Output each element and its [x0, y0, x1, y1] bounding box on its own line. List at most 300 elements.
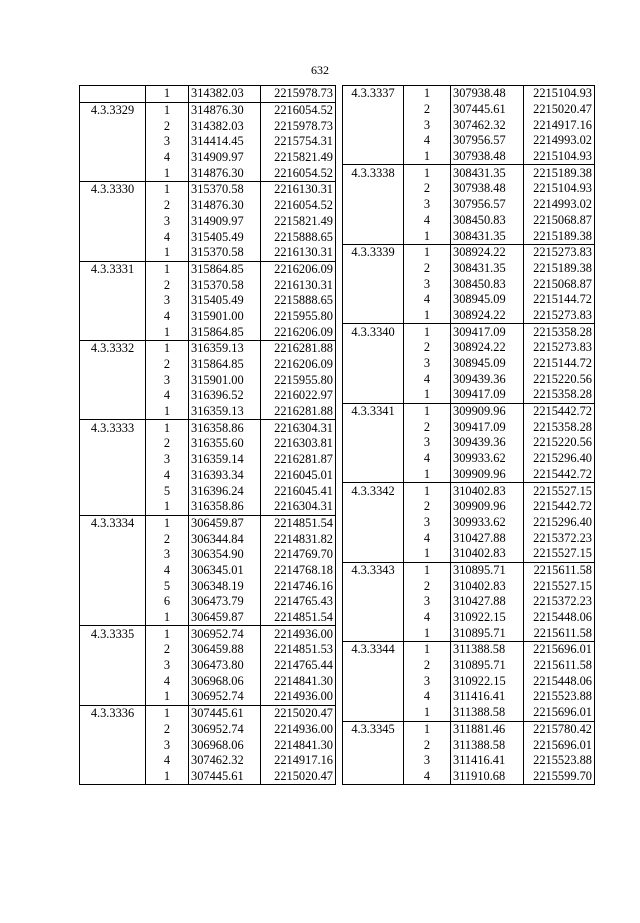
point-number-cell: 2: [404, 340, 451, 356]
point-number-cell: 3: [146, 214, 189, 230]
table-row: [80, 658, 336, 674]
table-row: [80, 436, 336, 452]
table-row: [343, 530, 595, 546]
table-row: [80, 499, 336, 515]
point-number-cell: 1: [146, 705, 189, 721]
parcel-id-cell: [80, 277, 146, 293]
point-number-cell: 1: [146, 182, 189, 198]
x-coordinate-cell: 309909.96: [451, 499, 524, 515]
x-coordinate-cell: 311416.41: [451, 753, 524, 769]
y-coordinate-cell: 2215189.38: [524, 228, 595, 244]
parcel-id-cell: [80, 610, 146, 626]
point-number-cell: 5: [146, 578, 189, 594]
point-number-cell: 1: [146, 404, 189, 420]
point-number-cell: 4: [146, 309, 189, 325]
x-coordinate-cell: 310427.88: [451, 530, 524, 546]
x-coordinate-cell: 306968.06: [189, 737, 261, 753]
point-number-cell: 4: [404, 371, 451, 387]
parcel-id-cell: [343, 737, 404, 753]
x-coordinate-cell: 306473.79: [189, 594, 261, 610]
y-coordinate-cell: 2214936.00: [261, 626, 336, 642]
table-row: [343, 689, 595, 705]
point-number-cell: 2: [404, 102, 451, 118]
parcel-id-cell: [80, 198, 146, 214]
table-row: [80, 483, 336, 499]
parcel-id-cell: 4.3.3329: [80, 102, 146, 118]
parcel-id-cell: [80, 452, 146, 468]
x-coordinate-cell: 314414.45: [189, 134, 261, 150]
table-row: [343, 435, 595, 451]
point-number-cell: 1: [404, 562, 451, 578]
parcel-id-cell: [343, 292, 404, 308]
x-coordinate-cell: 311388.58: [451, 642, 524, 658]
table-row: [343, 387, 595, 403]
parcel-id-cell: 4.3.3344: [343, 642, 404, 658]
parcel-id-cell: 4.3.3333: [80, 420, 146, 436]
y-coordinate-cell: 2216281.88: [261, 341, 336, 357]
table-row: [343, 165, 595, 181]
x-coordinate-cell: 311881.46: [451, 721, 524, 737]
y-coordinate-cell: 2216022.97: [261, 388, 336, 404]
x-coordinate-cell: 308431.35: [451, 261, 524, 277]
point-number-cell: 1: [146, 610, 189, 626]
point-number-cell: 3: [146, 134, 189, 150]
table-row: [80, 642, 336, 658]
point-number-cell: 3: [404, 197, 451, 213]
parcel-id-cell: [343, 435, 404, 451]
point-number-cell: 2: [146, 198, 189, 214]
x-coordinate-cell: 314382.03: [189, 118, 261, 134]
y-coordinate-cell: 2215104.93: [524, 86, 595, 102]
y-coordinate-cell: 2215104.93: [524, 149, 595, 165]
table-row: [343, 292, 595, 308]
point-number-cell: 4: [146, 388, 189, 404]
y-coordinate-cell: 2214851.53: [261, 642, 336, 658]
table-row: [343, 197, 595, 213]
y-coordinate-cell: 2216206.09: [261, 324, 336, 340]
table-row: [343, 324, 595, 340]
y-coordinate-cell: 2215372.23: [524, 594, 595, 610]
point-number-cell: 1: [146, 689, 189, 705]
parcel-id-cell: [343, 197, 404, 213]
point-number-cell: 3: [146, 293, 189, 309]
x-coordinate-cell: 306345.01: [189, 563, 261, 579]
parcel-id-cell: [80, 737, 146, 753]
x-coordinate-cell: 310895.71: [451, 658, 524, 674]
x-coordinate-cell: 307938.48: [451, 181, 524, 197]
x-coordinate-cell: 309417.09: [451, 324, 524, 340]
parcel-id-cell: [343, 689, 404, 705]
point-number-cell: 2: [146, 642, 189, 658]
x-coordinate-cell: 308945.09: [451, 356, 524, 372]
parcel-id-cell: [80, 309, 146, 325]
point-number-cell: 4: [404, 689, 451, 705]
y-coordinate-cell: 2215296.40: [524, 515, 595, 531]
x-coordinate-cell: 316355.60: [189, 436, 261, 452]
point-number-cell: 3: [404, 515, 451, 531]
table-row: [343, 244, 595, 260]
y-coordinate-cell: 2215273.83: [524, 244, 595, 260]
table-row: [80, 214, 336, 230]
table-row: [343, 753, 595, 769]
parcel-id-cell: [80, 245, 146, 261]
parcel-id-cell: [80, 357, 146, 373]
parcel-id-cell: [80, 722, 146, 738]
x-coordinate-cell: 307956.57: [451, 133, 524, 149]
x-coordinate-cell: 311388.58: [451, 737, 524, 753]
y-coordinate-cell: 2215273.83: [524, 340, 595, 356]
y-coordinate-cell: 2215888.65: [261, 229, 336, 245]
parcel-id-cell: 4.3.3343: [343, 562, 404, 578]
point-number-cell: 4: [404, 610, 451, 626]
x-coordinate-cell: 306348.19: [189, 578, 261, 594]
table-row: [80, 722, 336, 738]
x-coordinate-cell: 316359.14: [189, 452, 261, 468]
point-number-cell: 4: [404, 769, 451, 785]
point-number-cell: 1: [146, 245, 189, 261]
point-number-cell: 3: [404, 753, 451, 769]
parcel-id-cell: 4.3.3338: [343, 165, 404, 181]
x-coordinate-cell: 315901.00: [189, 309, 261, 325]
table-row: [80, 245, 336, 261]
coordinate-table-right: [342, 85, 595, 785]
x-coordinate-cell: 307445.61: [451, 102, 524, 118]
point-number-cell: 2: [404, 261, 451, 277]
y-coordinate-cell: 2214851.54: [261, 515, 336, 531]
point-number-cell: 2: [404, 737, 451, 753]
point-number-cell: 2: [146, 436, 189, 452]
x-coordinate-cell: 311416.41: [451, 689, 524, 705]
x-coordinate-cell: 315864.85: [189, 261, 261, 277]
x-coordinate-cell: 315405.49: [189, 229, 261, 245]
y-coordinate-cell: 2215020.47: [261, 705, 336, 721]
x-coordinate-cell: 308450.83: [451, 213, 524, 229]
table-row: [80, 198, 336, 214]
y-coordinate-cell: 2215189.38: [524, 261, 595, 277]
point-number-cell: 1: [404, 165, 451, 181]
point-number-cell: 1: [404, 86, 451, 102]
parcel-id-cell: 4.3.3340: [343, 324, 404, 340]
table-row: [343, 499, 595, 515]
y-coordinate-cell: 2216054.52: [261, 198, 336, 214]
x-coordinate-cell: 309417.09: [451, 387, 524, 403]
y-coordinate-cell: 2215527.15: [524, 578, 595, 594]
point-number-cell: 5: [146, 483, 189, 499]
point-number-cell: 1: [146, 165, 189, 181]
point-number-cell: 3: [404, 356, 451, 372]
parcel-id-cell: [343, 610, 404, 626]
point-number-cell: 1: [404, 642, 451, 658]
table-row: [343, 642, 595, 658]
table-row: [80, 594, 336, 610]
x-coordinate-cell: 306459.87: [189, 610, 261, 626]
table-row: [80, 705, 336, 721]
parcel-id-cell: [80, 468, 146, 484]
x-coordinate-cell: 306952.74: [189, 689, 261, 705]
table-row: [343, 467, 595, 483]
parcel-id-cell: [80, 165, 146, 181]
x-coordinate-cell: 315901.00: [189, 372, 261, 388]
table-row: [343, 769, 595, 785]
y-coordinate-cell: 2215358.28: [524, 419, 595, 435]
table-row: [80, 737, 336, 753]
table-row: [80, 404, 336, 420]
y-coordinate-cell: 2216054.52: [261, 102, 336, 118]
point-number-cell: 4: [404, 451, 451, 467]
table-row: [343, 276, 595, 292]
x-coordinate-cell: 307462.32: [189, 753, 261, 769]
x-coordinate-cell: 314909.97: [189, 150, 261, 166]
table-row: [80, 261, 336, 277]
y-coordinate-cell: 2215821.49: [261, 214, 336, 230]
parcel-id-cell: [80, 689, 146, 705]
y-coordinate-cell: 2215978.73: [261, 118, 336, 134]
x-coordinate-cell: 310402.83: [451, 578, 524, 594]
y-coordinate-cell: 2215611.58: [524, 562, 595, 578]
parcel-id-cell: [343, 340, 404, 356]
point-number-cell: 2: [404, 419, 451, 435]
table-row: [80, 689, 336, 705]
point-number-cell: 1: [404, 403, 451, 419]
point-number-cell: 1: [146, 341, 189, 357]
parcel-id-cell: [343, 356, 404, 372]
y-coordinate-cell: 2215273.83: [524, 308, 595, 324]
y-coordinate-cell: 2214993.02: [524, 197, 595, 213]
x-coordinate-cell: 308450.83: [451, 276, 524, 292]
y-coordinate-cell: 2214936.00: [261, 689, 336, 705]
y-coordinate-cell: 2215696.01: [524, 705, 595, 721]
y-coordinate-cell: 2215611.58: [524, 625, 595, 641]
y-coordinate-cell: 2214841.30: [261, 737, 336, 753]
table-row: [343, 181, 595, 197]
parcel-id-cell: 4.3.3341: [343, 403, 404, 419]
parcel-id-cell: [343, 578, 404, 594]
table-row: [80, 515, 336, 531]
parcel-id-cell: [80, 324, 146, 340]
point-number-cell: 4: [146, 563, 189, 579]
x-coordinate-cell: 308431.35: [451, 165, 524, 181]
table-row: [343, 673, 595, 689]
parcel-id-cell: [343, 102, 404, 118]
parcel-id-cell: [343, 181, 404, 197]
parcel-id-cell: [80, 578, 146, 594]
y-coordinate-cell: 2216281.88: [261, 404, 336, 420]
x-coordinate-cell: 309439.36: [451, 435, 524, 451]
table-row: [80, 769, 336, 785]
parcel-id-cell: [343, 451, 404, 467]
x-coordinate-cell: 311388.58: [451, 705, 524, 721]
x-coordinate-cell: 309909.96: [451, 467, 524, 483]
table-row: [80, 229, 336, 245]
table-row: [343, 515, 595, 531]
parcel-id-cell: [343, 276, 404, 292]
parcel-id-cell: [80, 547, 146, 563]
point-number-cell: 1: [146, 420, 189, 436]
table-row: [343, 213, 595, 229]
table-row: [343, 451, 595, 467]
x-coordinate-cell: 315370.58: [189, 182, 261, 198]
point-number-cell: 3: [146, 737, 189, 753]
parcel-id-cell: [343, 658, 404, 674]
point-number-cell: 3: [404, 276, 451, 292]
point-number-cell: 4: [404, 213, 451, 229]
parcel-id-cell: [343, 673, 404, 689]
table-row: [343, 721, 595, 737]
x-coordinate-cell: 310402.83: [451, 546, 524, 562]
y-coordinate-cell: 2215220.56: [524, 435, 595, 451]
parcel-id-cell: [343, 515, 404, 531]
parcel-id-cell: [80, 134, 146, 150]
y-coordinate-cell: 2215821.49: [261, 150, 336, 166]
parcel-id-cell: [343, 228, 404, 244]
parcel-id-cell: [80, 531, 146, 547]
y-coordinate-cell: 2215955.80: [261, 372, 336, 388]
x-coordinate-cell: 307938.48: [451, 149, 524, 165]
table-row: [343, 483, 595, 499]
y-coordinate-cell: 2215442.72: [524, 467, 595, 483]
y-coordinate-cell: 2215696.01: [524, 642, 595, 658]
point-number-cell: 3: [146, 658, 189, 674]
parcel-id-cell: [80, 483, 146, 499]
x-coordinate-cell: 316396.24: [189, 483, 261, 499]
table-row: [343, 133, 595, 149]
y-coordinate-cell: 2215358.28: [524, 324, 595, 340]
y-coordinate-cell: 2216045.41: [261, 483, 336, 499]
point-number-cell: 4: [404, 133, 451, 149]
x-coordinate-cell: 308431.35: [451, 228, 524, 244]
y-coordinate-cell: 2215068.87: [524, 213, 595, 229]
y-coordinate-cell: 2215358.28: [524, 387, 595, 403]
y-coordinate-cell: 2215189.38: [524, 165, 595, 181]
parcel-id-cell: [343, 149, 404, 165]
y-coordinate-cell: 2215020.47: [261, 769, 336, 785]
x-coordinate-cell: 309439.36: [451, 371, 524, 387]
table-row: [80, 309, 336, 325]
parcel-id-cell: [80, 594, 146, 610]
parcel-id-cell: [343, 705, 404, 721]
table-row: [343, 419, 595, 435]
table-row: [80, 324, 336, 340]
point-number-cell: 3: [146, 452, 189, 468]
coordinate-table-left: [79, 85, 336, 785]
point-number-cell: 1: [146, 102, 189, 118]
point-number-cell: 2: [404, 181, 451, 197]
y-coordinate-cell: 2215527.15: [524, 483, 595, 499]
table-row: [80, 563, 336, 579]
parcel-id-cell: [80, 658, 146, 674]
parcel-id-cell: [343, 371, 404, 387]
x-coordinate-cell: 315864.85: [189, 357, 261, 373]
parcel-id-cell: 4.3.3334: [80, 515, 146, 531]
y-coordinate-cell: 2215527.15: [524, 546, 595, 562]
x-coordinate-cell: 306968.06: [189, 673, 261, 689]
parcel-id-cell: [80, 150, 146, 166]
x-coordinate-cell: 307462.32: [451, 117, 524, 133]
table-row: [343, 658, 595, 674]
x-coordinate-cell: 310895.71: [451, 562, 524, 578]
parcel-id-cell: [343, 117, 404, 133]
table-row: [80, 134, 336, 150]
y-coordinate-cell: 2215978.73: [261, 86, 336, 103]
x-coordinate-cell: 310922.15: [451, 610, 524, 626]
parcel-id-cell: [80, 673, 146, 689]
point-number-cell: 4: [146, 753, 189, 769]
parcel-id-cell: [80, 293, 146, 309]
y-coordinate-cell: 2214841.30: [261, 673, 336, 689]
parcel-id-cell: [343, 308, 404, 324]
point-number-cell: 1: [404, 483, 451, 499]
point-number-cell: 4: [146, 468, 189, 484]
x-coordinate-cell: 308945.09: [451, 292, 524, 308]
y-coordinate-cell: 2216130.31: [261, 182, 336, 198]
parcel-id-cell: [80, 769, 146, 785]
point-number-cell: 2: [404, 658, 451, 674]
point-number-cell: 1: [146, 769, 189, 785]
y-coordinate-cell: 2216045.01: [261, 468, 336, 484]
table-row: [343, 737, 595, 753]
y-coordinate-cell: 2216304.31: [261, 420, 336, 436]
y-coordinate-cell: 2214769.70: [261, 547, 336, 563]
parcel-id-cell: [343, 594, 404, 610]
point-number-cell: 1: [146, 261, 189, 277]
parcel-id-cell: 4.3.3337: [343, 86, 404, 102]
x-coordinate-cell: 306952.74: [189, 626, 261, 642]
point-number-cell: 3: [404, 435, 451, 451]
table-row: [80, 118, 336, 134]
parcel-id-cell: 4.3.3330: [80, 182, 146, 198]
y-coordinate-cell: 2214917.16: [261, 753, 336, 769]
y-coordinate-cell: 2216304.31: [261, 499, 336, 515]
y-coordinate-cell: 2216206.09: [261, 261, 336, 277]
point-number-cell: 2: [146, 277, 189, 293]
parcel-id-cell: [80, 86, 146, 103]
table-row: [343, 371, 595, 387]
parcel-id-cell: [80, 372, 146, 388]
table-row: [343, 610, 595, 626]
table-row: [80, 86, 336, 103]
x-coordinate-cell: 315864.85: [189, 324, 261, 340]
parcel-id-cell: [343, 133, 404, 149]
point-number-cell: 1: [404, 149, 451, 165]
parcel-id-cell: [80, 214, 146, 230]
table-row: [80, 610, 336, 626]
point-number-cell: 1: [404, 244, 451, 260]
point-number-cell: 4: [146, 673, 189, 689]
y-coordinate-cell: 2215523.88: [524, 689, 595, 705]
table-row: [80, 420, 336, 436]
y-coordinate-cell: 2215888.65: [261, 293, 336, 309]
x-coordinate-cell: 311910.68: [451, 769, 524, 785]
table-row: [80, 372, 336, 388]
point-number-cell: 1: [146, 86, 189, 103]
y-coordinate-cell: 2214765.44: [261, 658, 336, 674]
x-coordinate-cell: 316396.52: [189, 388, 261, 404]
x-coordinate-cell: 306459.87: [189, 515, 261, 531]
parcel-id-cell: [343, 467, 404, 483]
y-coordinate-cell: 2214746.16: [261, 578, 336, 594]
table-row: [80, 277, 336, 293]
x-coordinate-cell: 315405.49: [189, 293, 261, 309]
x-coordinate-cell: 316358.86: [189, 420, 261, 436]
table-row: [343, 546, 595, 562]
point-number-cell: 3: [404, 117, 451, 133]
point-number-cell: 1: [404, 625, 451, 641]
y-coordinate-cell: 2215448.06: [524, 673, 595, 689]
table-row: [80, 468, 336, 484]
parcel-id-cell: [343, 530, 404, 546]
parcel-id-cell: [343, 753, 404, 769]
x-coordinate-cell: 309933.62: [451, 451, 524, 467]
